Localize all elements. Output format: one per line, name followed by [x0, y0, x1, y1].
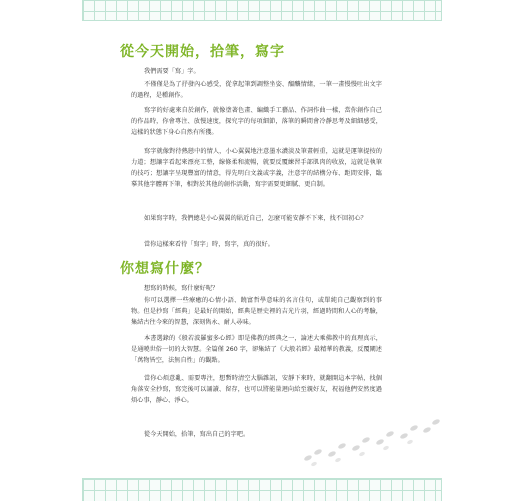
section1-paragraph-5: 如果寫字時，我們總是小心翼翼的貼近自己，怎麼可能安靜不下來，找不回初心？: [144, 215, 367, 222]
section1-paragraph-3: 寫字的好處來自於創作，就像塗著色畫、編織手工藝品、作詞作曲一樣，當你創作自己的作品時，你會專注、放慢速度，探究字的每項細節，落筆的瞬間會冷靜思考及細細感受，這樣的狀態下身心自然有所獲。: [131, 107, 382, 136]
bottom-grid-band: [82, 478, 442, 501]
section2-paragraph-1: 想寫的時候，寫什麼好呢？: [144, 285, 219, 292]
section2-paragraph-4: 當你心煩意亂、需要專注，想暫時清空大腦雜訊，安靜下來時，就翻開這本字帖，找個角落安全抄寫，寫完後可以誦讀、留存，也可以將能量迴向給至親好友，祝福他們安然度過煩心事，靜心、淨心。: [131, 375, 382, 404]
section1-heading: 從今天開始，拾筆，寫字: [120, 44, 285, 60]
section1-paragraph-2: 不僅僅是為了抒發內心感受，從拿起筆到調整坐姿、醞釀情緒，一筆一畫慢慢吐出文字的過程，是種創作。: [131, 81, 382, 99]
footprints-icon: [296, 408, 446, 468]
top-grid-band: [82, 0, 442, 21]
section1-paragraph-6: 當你這樣來看待「寫字」時，寫字，真的很好。: [144, 241, 274, 248]
section2-heading: 你想寫什麼？: [120, 261, 210, 277]
section2-paragraph-2: 你可以選擇一些療癒的心情小語、饒富哲學意味的名言佳句，或單純自己觀察到的事物。但是抄寫「經典」是最好的開始，經典是歷史裡的吉光片羽，經過時間和人心的考驗，集結古往今來的智慧，深刻雋永、耐人尋味。: [131, 297, 382, 326]
closing-line: 從今天開始，拾筆，寫出自己的字吧。: [144, 431, 250, 438]
section1-paragraph-4: 寫字就像對待熱戀中的情人，小心翼翼地注意墨水濃淡及筆畫輕重，這就是運筆提按的力道；想讓字看起來漂亮工整，線條柔和流暢，就要反覆練習手部肌肉的收放，這就是執筆的技巧；想讓字呈現豐富的情意，得先明白文義或字義，注意字的結構分布、距間安排，臨摹其他字體再下筆，相對於其他的創作活動，寫字需要更細膩、更自制。: [131, 148, 382, 188]
section1-paragraph-1: 我們需要「寫」字。: [144, 68, 200, 75]
section2-paragraph-3: 本書選錄的《般若波羅蜜多心經》即是佛教的經典之一，論述大乘佛教中的真理真示，是通曉世俗一切的大智慧。全篇僅 260 字，卻集結了《大般若經》最精華的教義，反覆闡述「萬物皆空，法無自性」的觀點。: [131, 335, 382, 364]
